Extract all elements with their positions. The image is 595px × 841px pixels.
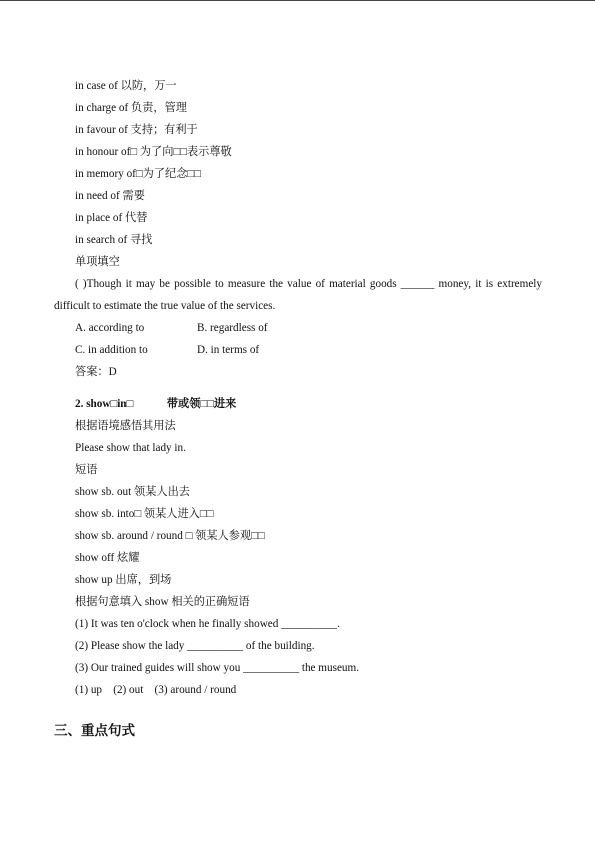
section-3-heading: 三、重点句式 [54, 723, 135, 739]
phrase-item: in honour of□ 为了向□□表示尊敬 [75, 146, 232, 158]
option-d: D. in terms of [197, 344, 260, 356]
exercise-block [54, 251, 542, 383]
show-phrase: show sb. out 领某人出去 [75, 486, 190, 498]
show-phrase: show sb. into□ 领某人进入□□ [75, 508, 214, 520]
show-phrase: show off 炫耀 [75, 552, 140, 564]
fill-answers: (1) up (2) out (3) around / round [75, 684, 237, 696]
fill-item: (2) Please show the lady __________ of the building. [75, 640, 315, 652]
options-row-2 [54, 339, 542, 361]
phrase-item: in favour of 支持；有利于 [75, 124, 198, 136]
show-phrase: show sb. around / round □ 领某人参观□□ [75, 530, 265, 542]
phrase-item: in need of 需要 [75, 190, 145, 202]
exercise-answer: 答案：D [75, 366, 117, 378]
phrase-list [54, 75, 542, 251]
phrase-label: 短语 [75, 464, 98, 476]
phrase-item: in case of 以防，万一 [75, 80, 177, 92]
options-row-1 [54, 317, 542, 339]
exercise-heading: 单项填空 [75, 256, 120, 268]
phrase-item: in memory of□为了纪念□□ [75, 168, 201, 180]
phrase-item: in search of 寻找 [75, 234, 153, 246]
fill-item: (3) Our trained guides will show you __________ the museum. [75, 662, 360, 674]
context-label: 根据语境感悟其用法 [75, 420, 176, 432]
example-sentence: Please show that lady in. [75, 442, 186, 454]
phrase-item: in place of 代替 [75, 212, 148, 224]
option-b: B. regardless of [197, 322, 268, 334]
section-2-title: 2. show□in□ 带或领□□进来 [75, 398, 237, 410]
option-a: A. according to [75, 322, 145, 334]
top-rule [0, 0, 595, 1]
option-c: C. in addition to [75, 344, 148, 356]
exercise-question: ( )Though it may be possible to measure the value of material goods ______ money, it is extremely difficult to estimate the true value of the services. [54, 278, 542, 312]
document-body [54, 75, 542, 742]
show-phrase: show up 出席，到场 [75, 574, 172, 586]
fill-item: (1) It was ten o'clock when he finally showed __________. [75, 618, 340, 630]
phrase-item: in charge of 负责，管理 [75, 102, 187, 114]
fill-label: 根据句意填入 show 相关的正确短语 [75, 596, 250, 608]
section-2 [54, 393, 542, 701]
